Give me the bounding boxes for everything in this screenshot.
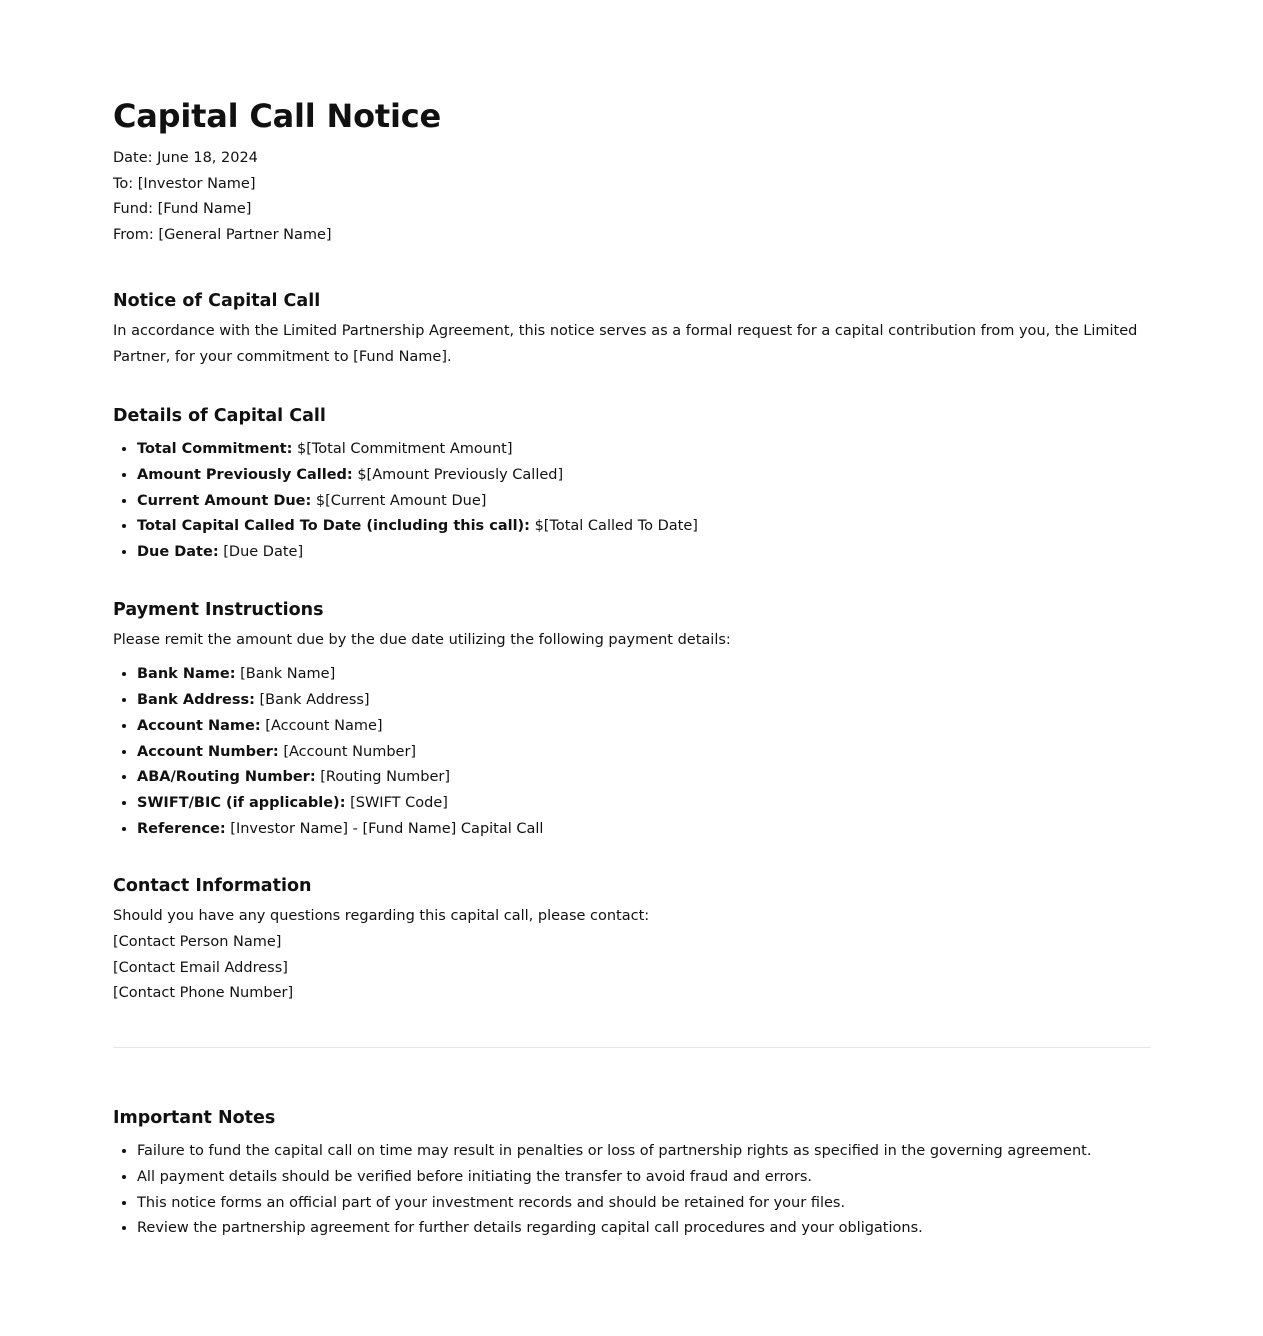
item-value: [Bank Address] bbox=[259, 692, 370, 709]
payment-section bbox=[113, 598, 1151, 843]
list-item: • This notice forms an official part of your investment records and should be retained for your files. bbox=[137, 1191, 1151, 1217]
item-label: Total Capital Called To Date (including this call): bbox=[137, 518, 530, 535]
payment-intro: Please remit the amount due by the due date utilizing the following payment details: bbox=[113, 631, 731, 648]
item-value: [Account Name] bbox=[265, 717, 383, 734]
list-item bbox=[137, 740, 1151, 766]
item-label: Account Number: bbox=[137, 743, 279, 760]
item-value: [Bank Name] bbox=[240, 666, 336, 683]
item-label: Bank Address: bbox=[137, 692, 255, 709]
list-item: • Review the partnership agreement for further details regarding capital call procedures and your obligations. bbox=[137, 1216, 1151, 1242]
contact-intro: Should you have any questions regarding this capital call, please contact: bbox=[113, 908, 650, 925]
meta-date: Date: June 18, 2024 bbox=[113, 150, 258, 166]
item-label: Current Amount Due: bbox=[137, 492, 312, 509]
notice-meta bbox=[113, 146, 1151, 249]
details-section bbox=[113, 404, 1151, 566]
contact-phone: [Contact Phone Number] bbox=[113, 985, 294, 1002]
item-label: Due Date: bbox=[137, 544, 219, 561]
contact-body bbox=[113, 904, 1151, 1007]
page-title: Capital Call Notice bbox=[113, 97, 442, 135]
contact-heading: Contact Information bbox=[113, 876, 312, 897]
document-page bbox=[113, 0, 1151, 1242]
notes-heading: Important Notes bbox=[113, 1108, 276, 1129]
item-value: $[Total Called To Date] bbox=[534, 518, 698, 535]
item-label: Amount Previously Called: bbox=[137, 466, 353, 483]
item-label: Total Commitment: bbox=[137, 441, 293, 458]
section-divider bbox=[113, 1047, 1151, 1048]
notice-heading: Notice of Capital Call bbox=[113, 290, 321, 311]
item-label: Account Name: bbox=[137, 717, 261, 734]
list-item bbox=[137, 714, 1151, 740]
list-item bbox=[137, 437, 1151, 463]
meta-from: From: [General Partner Name] bbox=[113, 227, 332, 244]
list-item bbox=[137, 662, 1151, 688]
list-item: • All payment details should be verified before initiating the transfer to avoid fraud and errors. bbox=[137, 1165, 1151, 1191]
item-label: SWIFT/BIC (if applicable): bbox=[137, 794, 346, 811]
details-list bbox=[113, 437, 1151, 566]
item-label: Reference: bbox=[137, 820, 226, 837]
item-value: [Investor Name] - [Fund Name] Capital Call bbox=[230, 820, 544, 837]
list-item bbox=[137, 688, 1151, 714]
list-item bbox=[137, 489, 1151, 515]
item-value: [Due Date] bbox=[223, 544, 304, 561]
list-item bbox=[137, 791, 1151, 817]
payment-list bbox=[113, 662, 1151, 842]
details-heading: Details of Capital Call bbox=[113, 406, 326, 427]
item-value: [SWIFT Code] bbox=[350, 794, 448, 811]
notice-section bbox=[113, 289, 1151, 370]
item-value: $[Amount Previously Called] bbox=[357, 466, 564, 483]
item-value: [Routing Number] bbox=[320, 769, 450, 786]
item-value: $[Total Commitment Amount] bbox=[297, 441, 513, 458]
list-item: • Failure to fund the capital call on time may result in penalties or loss of partnership rights as specified in the governing agreement. bbox=[137, 1139, 1151, 1165]
list-item bbox=[137, 765, 1151, 791]
item-label: ABA/Routing Number: bbox=[137, 769, 316, 786]
list-item bbox=[137, 540, 1151, 566]
contact-section bbox=[113, 874, 1151, 1007]
contact-person: [Contact Person Name] bbox=[113, 934, 282, 951]
notice-body: In accordance with the Limited Partnership Agreement, this notice serves as a formal request for a capital contribution from you, the Limited Partner, for your commitment to [Fund Name]. bbox=[113, 322, 1138, 365]
contact-email: [Contact Email Address] bbox=[113, 959, 288, 976]
meta-to: To: [Investor Name] bbox=[113, 175, 256, 192]
list-item bbox=[137, 463, 1151, 489]
payment-heading: Payment Instructions bbox=[113, 599, 324, 620]
notes-list bbox=[113, 1139, 1151, 1242]
meta-fund: Fund: [Fund Name] bbox=[113, 201, 252, 218]
notes-section bbox=[113, 1106, 1151, 1242]
item-value: [Account Number] bbox=[283, 743, 417, 760]
item-value: $[Current Amount Due] bbox=[315, 492, 487, 509]
item-label: Bank Name: bbox=[137, 666, 236, 683]
list-item bbox=[137, 514, 1151, 540]
list-item bbox=[137, 817, 1151, 843]
